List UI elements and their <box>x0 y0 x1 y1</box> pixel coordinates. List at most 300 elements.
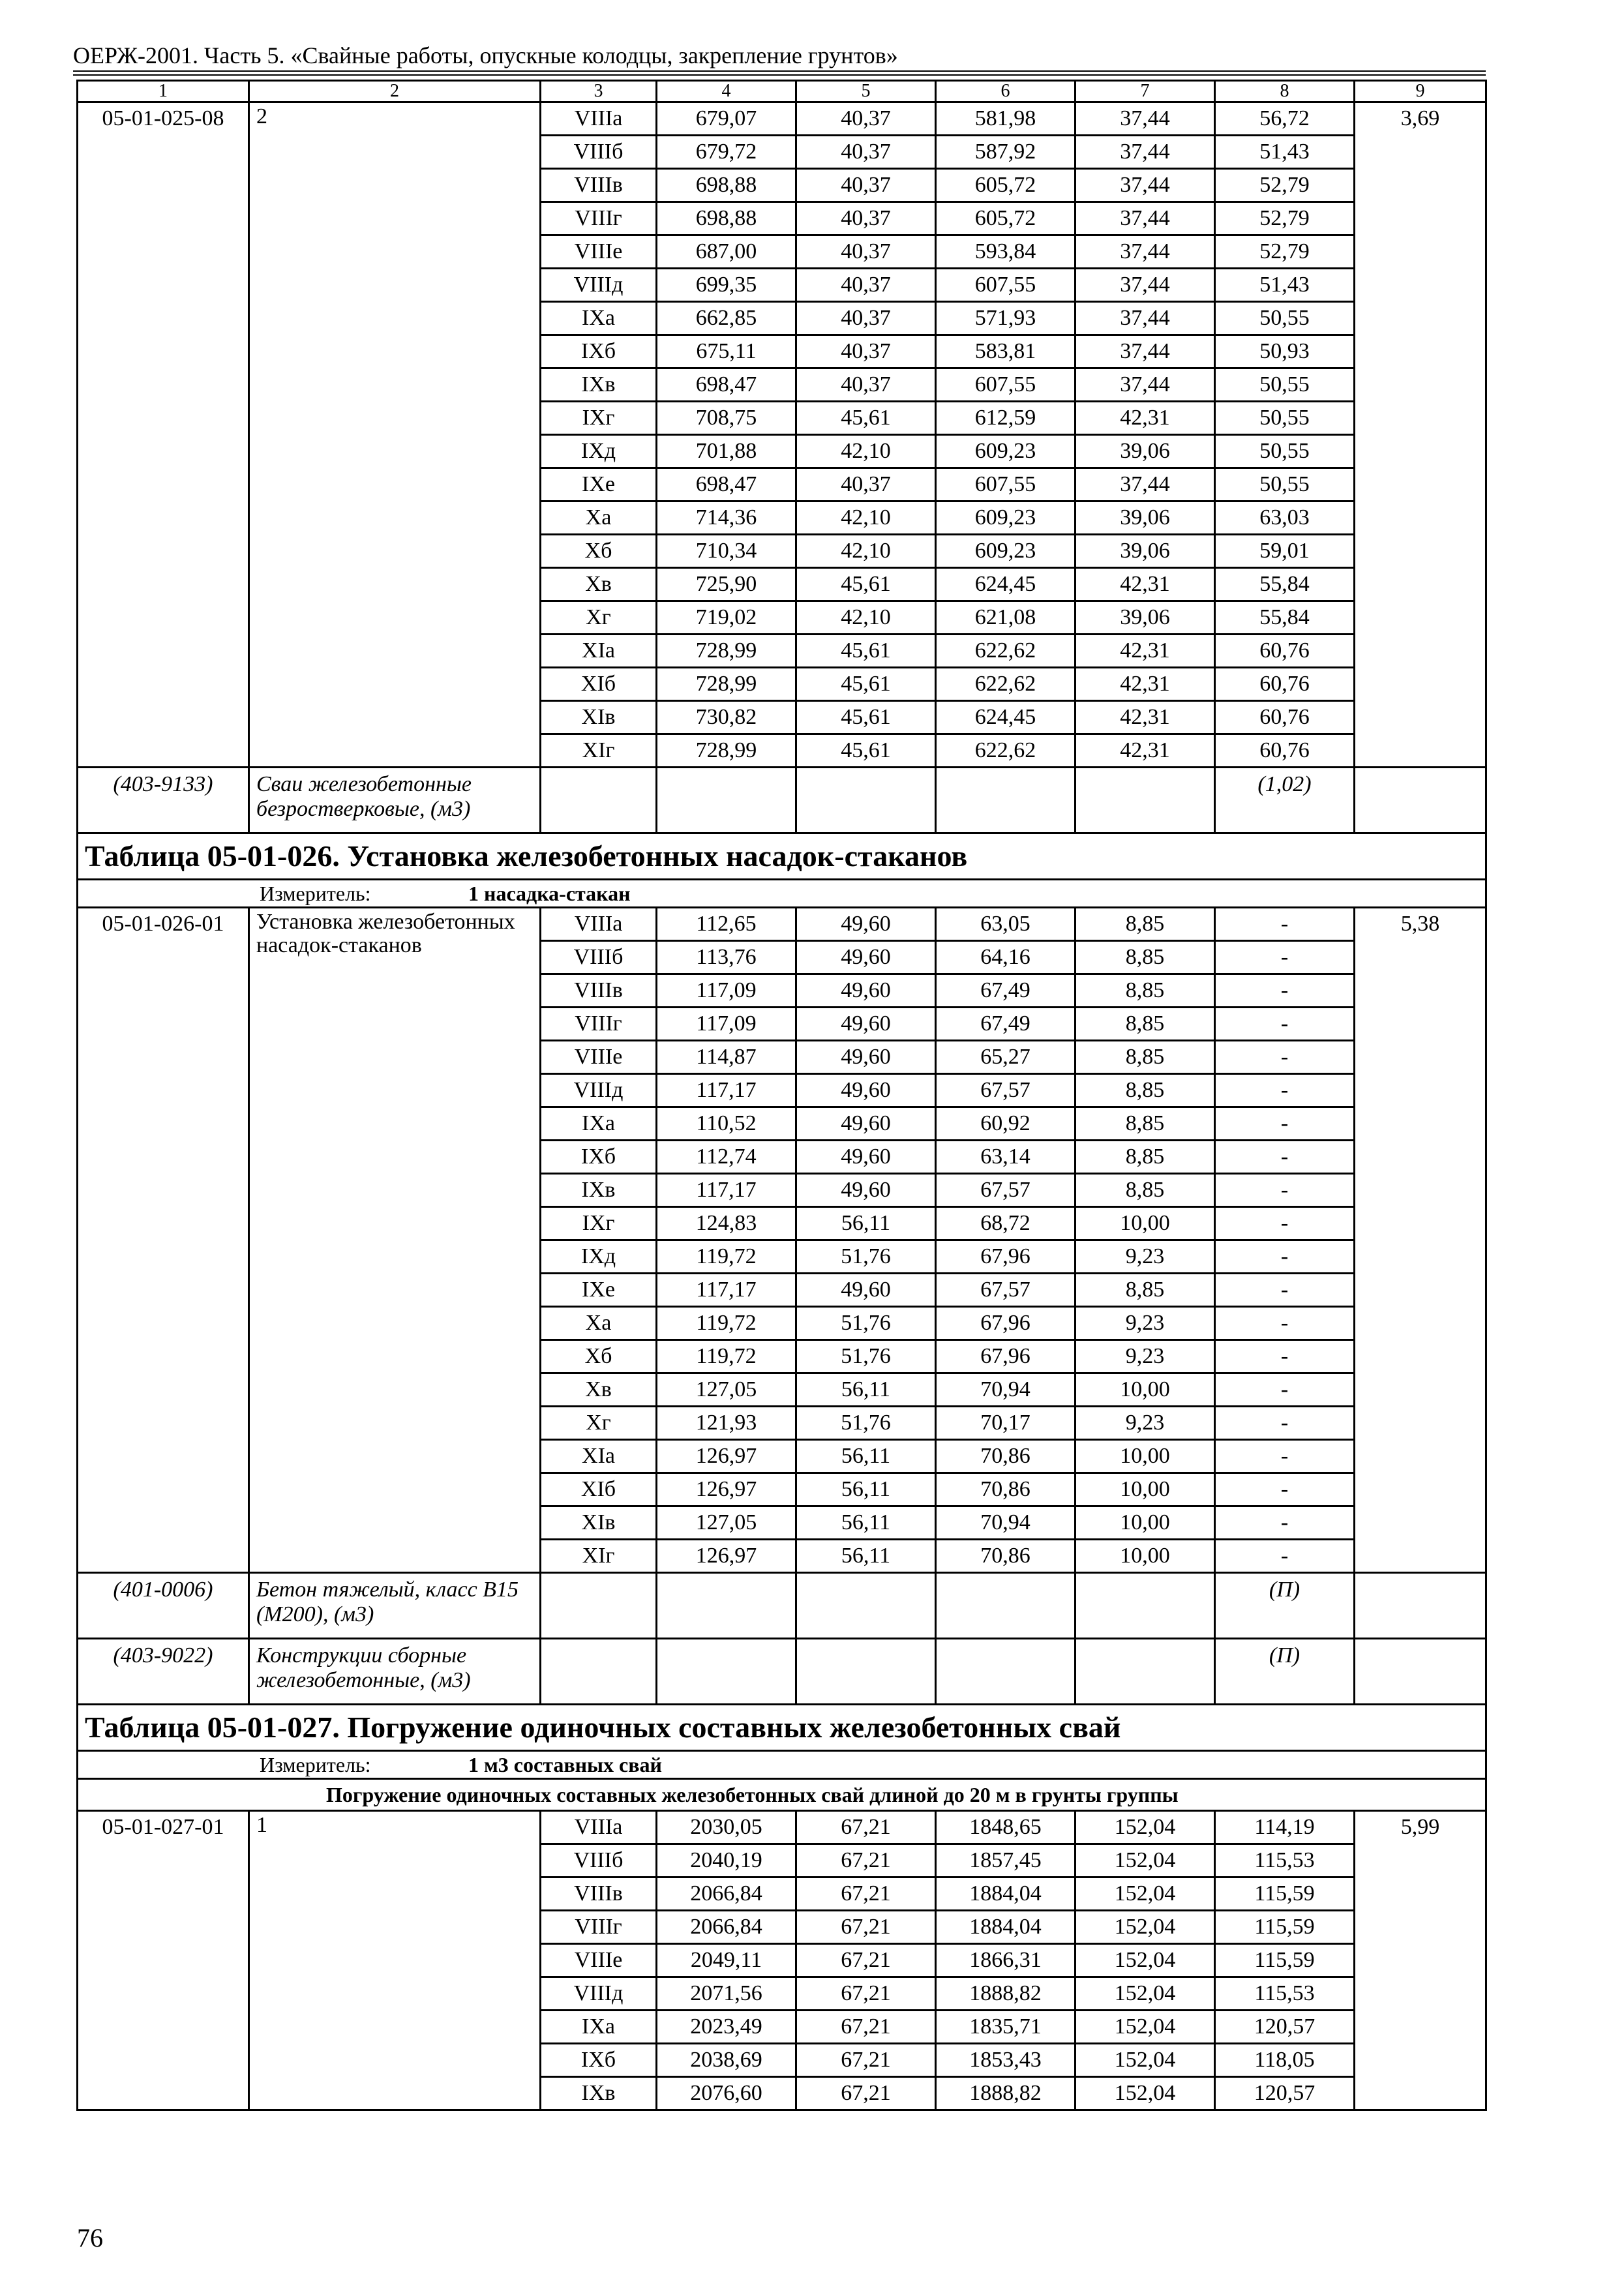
empty-cell <box>1355 1639 1486 1705</box>
rate-value: 63,14 <box>936 1141 1075 1174</box>
resource-qty: (П) <box>1215 1639 1355 1705</box>
rate-value: 37,44 <box>1075 368 1215 402</box>
soil-group: XIв <box>541 701 657 734</box>
rate-row <box>78 102 1486 136</box>
rate-value: 40,37 <box>796 302 936 335</box>
rate-value: 119,72 <box>657 1340 796 1373</box>
page-number: 76 <box>77 2223 103 2252</box>
rate-value: 8,85 <box>1075 1141 1215 1174</box>
rate-value: 9,23 <box>1075 1307 1215 1340</box>
rate-value: 605,72 <box>936 169 1075 202</box>
rate-value: 67,57 <box>936 1074 1075 1107</box>
soil-group: VIIIд <box>541 1074 657 1107</box>
rate-value: 1853,43 <box>936 2044 1075 2077</box>
soil-group: VIIIа <box>541 102 657 136</box>
rate-value: 152,04 <box>1075 2077 1215 2110</box>
rate-value: 587,92 <box>936 136 1075 169</box>
rate-value: 152,04 <box>1075 2011 1215 2044</box>
rate-value: 624,45 <box>936 568 1075 601</box>
soil-group: IXг <box>541 402 657 435</box>
rate-value: 40,37 <box>796 169 936 202</box>
rate-value: 607,55 <box>936 468 1075 501</box>
rate-value: 39,06 <box>1075 601 1215 635</box>
rate-value: 67,49 <box>936 974 1075 1008</box>
rate-value: 52,79 <box>1215 202 1355 235</box>
rate-value: 152,04 <box>1075 1844 1215 1878</box>
rate-value: 51,76 <box>796 1240 936 1274</box>
rate-value: 622,62 <box>936 668 1075 701</box>
rate-value: - <box>1215 1008 1355 1041</box>
rate-value: 2066,84 <box>657 1911 796 1944</box>
soil-group: Xг <box>541 601 657 635</box>
rate-value: 571,93 <box>936 302 1075 335</box>
rate-value: 70,86 <box>936 1440 1075 1473</box>
measure-row <box>78 880 1486 908</box>
soil-group: XIв <box>541 1506 657 1540</box>
rate-value: - <box>1215 1107 1355 1141</box>
rate-value: 39,06 <box>1075 535 1215 568</box>
rate-value: 51,43 <box>1215 136 1355 169</box>
rate-value: 701,88 <box>657 435 796 468</box>
rate-value: 56,72 <box>1215 102 1355 136</box>
rate-value: 42,10 <box>796 501 936 535</box>
rate-value: 2066,84 <box>657 1878 796 1911</box>
rate-value: 45,61 <box>796 568 936 601</box>
rate-value: 49,60 <box>796 908 936 941</box>
rate-value: 60,76 <box>1215 734 1355 768</box>
rate-value: 113,76 <box>657 941 796 974</box>
soil-group: VIIIг <box>541 202 657 235</box>
rate-value: 42,31 <box>1075 701 1215 734</box>
empty-cell <box>796 768 936 833</box>
empty-cell <box>936 768 1075 833</box>
rate-value: - <box>1215 1207 1355 1240</box>
rate-value: - <box>1215 908 1355 941</box>
rate-value: 115,53 <box>1215 1844 1355 1878</box>
rate-name: Установка железобетонных насадок-стаканов <box>249 908 541 1573</box>
rate-value: 10,00 <box>1075 1540 1215 1573</box>
empty-cell <box>541 768 657 833</box>
rate-value: 8,85 <box>1075 1008 1215 1041</box>
rate-value: 2030,05 <box>657 1811 796 1844</box>
rate-value: 40,37 <box>796 468 936 501</box>
rate-value: 40,37 <box>796 368 936 402</box>
rate-value: 112,74 <box>657 1141 796 1174</box>
rate-value: 708,75 <box>657 402 796 435</box>
rate-value: 40,37 <box>796 235 936 269</box>
rate-value: 37,44 <box>1075 468 1215 501</box>
rate-value: 37,44 <box>1075 302 1215 335</box>
rate-value: 67,21 <box>796 2044 936 2077</box>
rate-code: 05-01-027-01 <box>78 1811 249 2110</box>
rate-value: 60,76 <box>1215 635 1355 668</box>
rate-value: 45,61 <box>796 635 936 668</box>
rate-value: 51,76 <box>796 1407 936 1440</box>
rate-value: 719,02 <box>657 601 796 635</box>
rate-value: 39,06 <box>1075 435 1215 468</box>
rate-value: 67,96 <box>936 1340 1075 1373</box>
rate-value: 152,04 <box>1075 1911 1215 1944</box>
rate-value: - <box>1215 1540 1355 1573</box>
rate-value: 70,17 <box>936 1407 1075 1440</box>
soil-group: IXв <box>541 1174 657 1207</box>
column-number: 3 <box>541 81 657 102</box>
rate-value: 1888,82 <box>936 1977 1075 2011</box>
resource-code: (403-9133) <box>78 768 249 833</box>
resource-row <box>78 768 1486 833</box>
soil-group: VIIIе <box>541 1041 657 1074</box>
rate-value: 8,85 <box>1075 1107 1215 1141</box>
rate-row <box>78 1811 1486 1844</box>
soil-group: XIб <box>541 1473 657 1506</box>
rate-value: 67,21 <box>796 1811 936 1844</box>
rate-value: 687,00 <box>657 235 796 269</box>
rate-value: 42,10 <box>796 535 936 568</box>
rate-value: 10,00 <box>1075 1373 1215 1407</box>
empty-cell <box>1075 1573 1215 1639</box>
rate-value: 152,04 <box>1075 1878 1215 1911</box>
rate-value: 67,49 <box>936 1008 1075 1041</box>
soil-group: VIIIд <box>541 269 657 302</box>
rate-value: 56,11 <box>796 1373 936 1407</box>
rate-value: 40,37 <box>796 202 936 235</box>
rate-value: 2038,69 <box>657 2044 796 2077</box>
column-number: 8 <box>1215 81 1355 102</box>
soil-group: VIIIв <box>541 1878 657 1911</box>
soil-group: VIIIв <box>541 169 657 202</box>
rate-value: 698,47 <box>657 368 796 402</box>
rate-value: 112,65 <box>657 908 796 941</box>
rate-value: 124,83 <box>657 1207 796 1240</box>
rate-value: 662,85 <box>657 302 796 335</box>
rate-value: 118,05 <box>1215 2044 1355 2077</box>
rate-value: 50,55 <box>1215 435 1355 468</box>
rate-value: 67,21 <box>796 2077 936 2110</box>
rate-value: 609,23 <box>936 501 1075 535</box>
rate-value: 622,62 <box>936 635 1075 668</box>
rate-value: 60,92 <box>936 1107 1075 1141</box>
table-title-row <box>78 1705 1486 1751</box>
rate-value: - <box>1215 1440 1355 1473</box>
column-number: 9 <box>1355 81 1486 102</box>
soil-group: Xб <box>541 1340 657 1373</box>
rate-value: - <box>1215 1074 1355 1107</box>
soil-group: Xв <box>541 1373 657 1407</box>
resource-name: Сваи железобетонные безростверковые, (м3) <box>249 768 541 833</box>
rate-value: - <box>1215 1340 1355 1373</box>
rate-value: 63,03 <box>1215 501 1355 535</box>
rate-value: 60,76 <box>1215 701 1355 734</box>
rate-value: 127,05 <box>657 1373 796 1407</box>
rate-value: - <box>1215 1506 1355 1540</box>
rate-value: - <box>1215 941 1355 974</box>
soil-group: VIIIг <box>541 1008 657 1041</box>
rate-value: 42,31 <box>1075 402 1215 435</box>
rate-value: 593,84 <box>936 235 1075 269</box>
rate-value: 49,60 <box>796 941 936 974</box>
rate-value: 52,79 <box>1215 235 1355 269</box>
empty-cell <box>1355 1573 1486 1639</box>
rate-value: - <box>1215 1274 1355 1307</box>
rate-value: 126,97 <box>657 1440 796 1473</box>
rate-value: 56,11 <box>796 1207 936 1240</box>
rate-value: 70,86 <box>936 1473 1075 1506</box>
rate-value: 42,10 <box>796 601 936 635</box>
rate-value: 70,94 <box>936 1506 1075 1540</box>
rate-value: 56,11 <box>796 1506 936 1540</box>
rate-value: 49,60 <box>796 1008 936 1041</box>
rate-col9: 5,38 <box>1355 908 1486 1573</box>
measure-value: 1 насадка-стакан <box>468 882 631 905</box>
rate-value: 37,44 <box>1075 169 1215 202</box>
measure-label: Измеритель: <box>260 882 371 905</box>
rate-value: 59,01 <box>1215 535 1355 568</box>
rate-value: 51,43 <box>1215 269 1355 302</box>
rate-value: 50,55 <box>1215 402 1355 435</box>
rate-value: 8,85 <box>1075 1041 1215 1074</box>
measure-cell <box>78 880 1486 908</box>
soil-group: IXе <box>541 1274 657 1307</box>
rate-value: - <box>1215 974 1355 1008</box>
empty-cell <box>936 1639 1075 1705</box>
rate-value: 67,57 <box>936 1174 1075 1207</box>
page-header-title: ОЕРЖ-2001. Часть 5. «Свайные работы, опускные колодцы, закрепление грунтов» <box>73 42 898 68</box>
rate-name: 1 <box>249 1811 541 2110</box>
rate-value: - <box>1215 1307 1355 1340</box>
rate-value: 60,76 <box>1215 668 1355 701</box>
rate-value: 609,23 <box>936 535 1075 568</box>
rate-value: 120,57 <box>1215 2011 1355 2044</box>
rate-value: 698,88 <box>657 202 796 235</box>
rate-value: 1884,04 <box>936 1911 1075 1944</box>
rate-value: 52,79 <box>1215 169 1355 202</box>
measure-row <box>78 1751 1486 1779</box>
rate-value: 605,72 <box>936 202 1075 235</box>
soil-group: IXв <box>541 368 657 402</box>
rate-value: 2040,19 <box>657 1844 796 1878</box>
resource-code: (403-9022) <box>78 1639 249 1705</box>
soil-group: Xб <box>541 535 657 568</box>
rate-row <box>78 908 1486 941</box>
rate-col9: 3,69 <box>1355 102 1486 768</box>
rate-value: 45,61 <box>796 734 936 768</box>
rates-table <box>76 80 1487 2111</box>
rate-value: 698,88 <box>657 169 796 202</box>
rate-value: 624,45 <box>936 701 1075 734</box>
resource-qty: (1,02) <box>1215 768 1355 833</box>
rate-value: 152,04 <box>1075 1811 1215 1844</box>
rate-value: 37,44 <box>1075 335 1215 368</box>
rate-value: 110,52 <box>657 1107 796 1141</box>
soil-group: IXд <box>541 435 657 468</box>
rate-value: 117,09 <box>657 1008 796 1041</box>
empty-cell <box>1355 768 1486 833</box>
rate-value: 50,93 <box>1215 335 1355 368</box>
rate-value: 49,60 <box>796 1074 936 1107</box>
rate-value: 728,99 <box>657 635 796 668</box>
rate-value: 65,27 <box>936 1041 1075 1074</box>
rate-value: 45,61 <box>796 668 936 701</box>
empty-cell <box>657 768 796 833</box>
rate-value: - <box>1215 1373 1355 1407</box>
rate-value: 117,17 <box>657 1274 796 1307</box>
rate-value: 714,36 <box>657 501 796 535</box>
rate-value: 725,90 <box>657 568 796 601</box>
rate-col9: 5,99 <box>1355 1811 1486 2110</box>
rate-value: 42,10 <box>796 435 936 468</box>
rate-value: 68,72 <box>936 1207 1075 1240</box>
rate-name: 2 <box>249 102 541 768</box>
rate-value: 152,04 <box>1075 1944 1215 1977</box>
rate-value: 67,96 <box>936 1307 1075 1340</box>
resource-row <box>78 1573 1486 1639</box>
resource-code: (401-0006) <box>78 1573 249 1639</box>
rate-value: 42,31 <box>1075 635 1215 668</box>
rate-value: 37,44 <box>1075 136 1215 169</box>
rate-value: 49,60 <box>796 1141 936 1174</box>
rate-value: 49,60 <box>796 1107 936 1141</box>
empty-cell <box>796 1639 936 1705</box>
rate-value: 115,59 <box>1215 1944 1355 1977</box>
rate-value: 1884,04 <box>936 1878 1075 1911</box>
rate-value: 2049,11 <box>657 1944 796 1977</box>
subheading: Погружение одиночных составных железобетонных свай длиной до 20 м в грунты группы <box>78 1779 1486 1811</box>
soil-group: Xв <box>541 568 657 601</box>
soil-group: IXб <box>541 335 657 368</box>
rate-value: 728,99 <box>657 734 796 768</box>
soil-group: XIг <box>541 1540 657 1573</box>
rate-value: 115,59 <box>1215 1911 1355 1944</box>
column-number: 7 <box>1075 81 1215 102</box>
rate-value: 1848,65 <box>936 1811 1075 1844</box>
rate-value: 1866,31 <box>936 1944 1075 1977</box>
rate-value: 1835,71 <box>936 2011 1075 2044</box>
rate-value: 37,44 <box>1075 202 1215 235</box>
resource-row <box>78 1639 1486 1705</box>
rate-value: 581,98 <box>936 102 1075 136</box>
rate-value: 49,60 <box>796 1041 936 1074</box>
rate-value: 699,35 <box>657 269 796 302</box>
soil-group: XIа <box>541 1440 657 1473</box>
rate-value: 56,11 <box>796 1540 936 1573</box>
rate-value: 679,07 <box>657 102 796 136</box>
soil-group: IXе <box>541 468 657 501</box>
rate-value: 8,85 <box>1075 1174 1215 1207</box>
rate-value: 114,87 <box>657 1041 796 1074</box>
rate-value: 10,00 <box>1075 1506 1215 1540</box>
rate-value: 1857,45 <box>936 1844 1075 1878</box>
rate-value: 55,84 <box>1215 601 1355 635</box>
rate-value: 50,55 <box>1215 302 1355 335</box>
rate-value: 117,09 <box>657 974 796 1008</box>
soil-group: VIIIв <box>541 974 657 1008</box>
soil-group: IXа <box>541 302 657 335</box>
rate-value: 698,47 <box>657 468 796 501</box>
soil-group: IXв <box>541 2077 657 2110</box>
rate-value: 39,06 <box>1075 501 1215 535</box>
rate-value: 67,21 <box>796 1977 936 2011</box>
rate-value: 710,34 <box>657 535 796 568</box>
soil-group: IXа <box>541 2011 657 2044</box>
rate-value: 8,85 <box>1075 908 1215 941</box>
empty-cell <box>1075 768 1215 833</box>
rate-value: 730,82 <box>657 701 796 734</box>
rate-value: 609,23 <box>936 435 1075 468</box>
rate-value: 2076,60 <box>657 2077 796 2110</box>
rate-value: 126,97 <box>657 1473 796 1506</box>
rate-value: 1888,82 <box>936 2077 1075 2110</box>
rate-value: 10,00 <box>1075 1207 1215 1240</box>
rate-value: 45,61 <box>796 402 936 435</box>
empty-cell <box>657 1639 796 1705</box>
rate-value: 67,21 <box>796 1911 936 1944</box>
rate-value: 8,85 <box>1075 1274 1215 1307</box>
rate-value: 612,59 <box>936 402 1075 435</box>
rate-value: 152,04 <box>1075 1977 1215 2011</box>
rate-value: - <box>1215 1174 1355 1207</box>
soil-group: IXб <box>541 2044 657 2077</box>
rate-value: 42,31 <box>1075 734 1215 768</box>
rate-value: 67,21 <box>796 2011 936 2044</box>
rate-value: 115,59 <box>1215 1878 1355 1911</box>
soil-group: IXб <box>541 1141 657 1174</box>
rate-value: 40,37 <box>796 335 936 368</box>
column-number: 6 <box>936 81 1075 102</box>
measure-cell <box>78 1751 1486 1779</box>
rate-value: 50,55 <box>1215 468 1355 501</box>
rate-value: 40,37 <box>796 269 936 302</box>
empty-cell <box>796 1573 936 1639</box>
rate-value: 8,85 <box>1075 941 1215 974</box>
rate-value: 42,31 <box>1075 568 1215 601</box>
rate-value: 45,61 <box>796 701 936 734</box>
resource-name: Конструкции сборные железобетонные, (м3) <box>249 1639 541 1705</box>
rate-value: 9,23 <box>1075 1340 1215 1373</box>
rate-value: 675,11 <box>657 335 796 368</box>
soil-group: XIа <box>541 635 657 668</box>
rate-value: 67,21 <box>796 1944 936 1977</box>
rate-code: 05-01-025-08 <box>78 102 249 768</box>
rate-value: 8,85 <box>1075 1074 1215 1107</box>
soil-group: IXд <box>541 1240 657 1274</box>
table-title-row <box>78 833 1486 880</box>
rate-value: 152,04 <box>1075 2044 1215 2077</box>
rate-value: 2071,56 <box>657 1977 796 2011</box>
rate-value: 67,96 <box>936 1240 1075 1274</box>
rate-value: 2023,49 <box>657 2011 796 2044</box>
rate-value: 49,60 <box>796 974 936 1008</box>
rate-value: 115,53 <box>1215 1977 1355 2011</box>
rate-value: 55,84 <box>1215 568 1355 601</box>
rate-value: 49,60 <box>796 1174 936 1207</box>
rate-value: 37,44 <box>1075 269 1215 302</box>
rate-value: 607,55 <box>936 368 1075 402</box>
rate-code: 05-01-026-01 <box>78 908 249 1573</box>
header-rule <box>73 70 1486 72</box>
column-number: 5 <box>796 81 936 102</box>
rate-value: 67,57 <box>936 1274 1075 1307</box>
soil-group: VIIIд <box>541 1977 657 2011</box>
rate-value: 37,44 <box>1075 102 1215 136</box>
empty-cell <box>936 1573 1075 1639</box>
soil-group: VIIIб <box>541 1844 657 1878</box>
empty-cell <box>1075 1639 1215 1705</box>
soil-group: Xг <box>541 1407 657 1440</box>
rate-value: - <box>1215 1473 1355 1506</box>
rate-value: 37,44 <box>1075 235 1215 269</box>
soil-group: XIг <box>541 734 657 768</box>
rate-value: 117,17 <box>657 1174 796 1207</box>
